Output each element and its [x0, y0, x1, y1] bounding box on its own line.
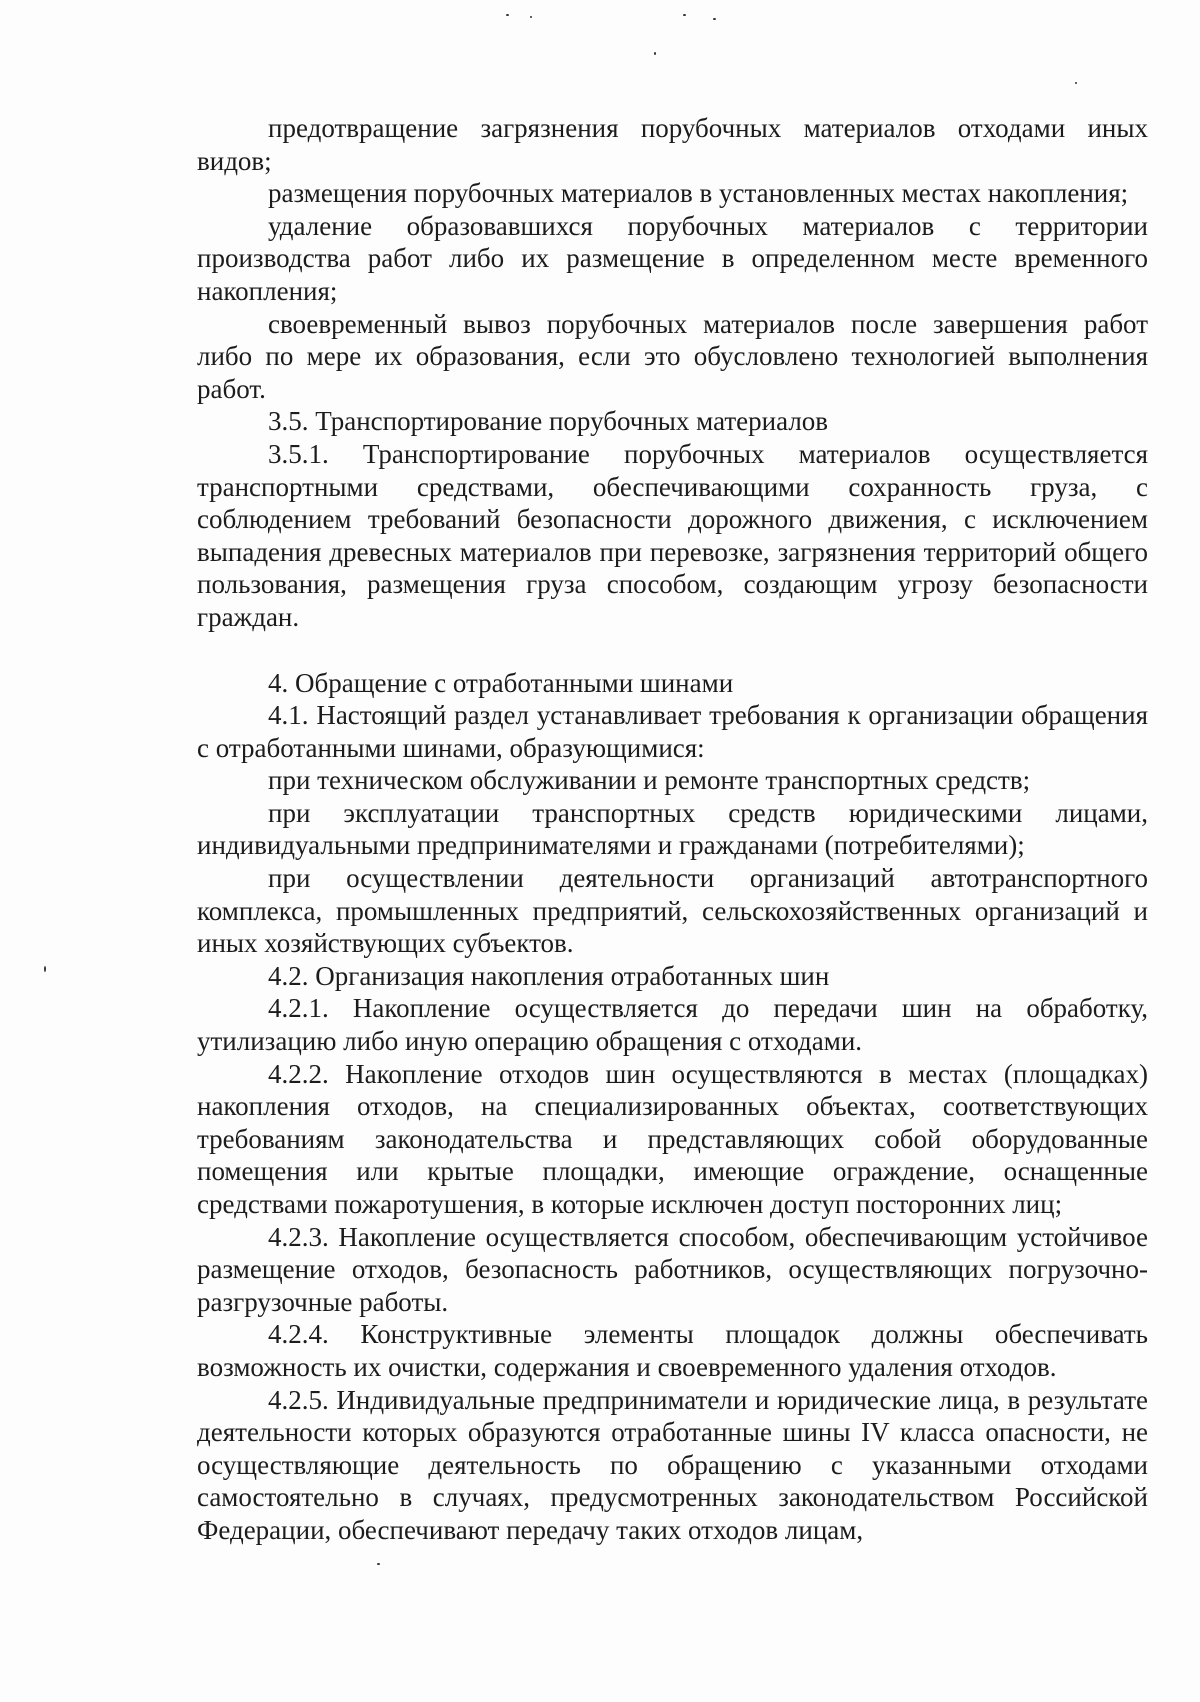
- body-paragraph: 4.2.5. Индивидуальные предприниматели и юридические лица, в результате деятельности которых образуются отработанные шины IV класса опасности, не осуществляющие деятельность по обращению с указанными отходами самостоятельно в случаях, предусмотренных законодательством Российской Федерации, обеспечивают передачу таких отходов лицам,: [197, 1384, 1148, 1545]
- body-paragraph: предотвращение загрязнения порубочных материалов отходами иных видов;: [197, 113, 1148, 176]
- body-paragraph: при осуществлении деятельности организаций автотранспортного комплекса, промышленных предприятий, сельскохозяйственных организаций и иных хозяйствующих субъектов.: [197, 863, 1148, 959]
- body-paragraph: при техническом обслуживании и ремонте транспортных средств;: [268, 765, 1031, 796]
- body-paragraph: 4.2.2. Накопление отходов шин осуществляются в местах (площадках) накопления отходов, на специализированных объектах, соответствующих требованиям законодательства и представляющих собой оборудованные помещения или крытые площадки, имеющие ограждение, оснащенные средствами пожаротушения, в которые исключен доступ посторонних лиц;: [197, 1058, 1148, 1219]
- scan-speck: [683, 14, 686, 16]
- document-body: [197, 112, 1148, 1547]
- body-paragraph: удаление образовавшихся порубочных материалов с территории производства работ либо их размещение в определенном месте временного накопления;: [197, 210, 1148, 306]
- scan-speck: [44, 966, 46, 972]
- body-paragraph: 4.2.3. Накопление осуществляется способом, обеспечивающим устойчивое размещение отходов, безопасность работников, осуществляющих погрузочно-разгрузочные работы.: [197, 1221, 1148, 1317]
- scan-speck: [654, 52, 656, 55]
- scan-speck: [530, 16, 532, 18]
- section-heading: 3.5. Транспортирование порубочных материалов: [268, 406, 829, 437]
- scan-speck: [713, 18, 716, 20]
- body-paragraph: своевременный вывоз порубочных материалов после завершения работ либо по мере их образования, если это обусловлено технологией выполнения работ.: [197, 308, 1148, 404]
- scan-speck: [1075, 82, 1077, 84]
- body-paragraph: размещения порубочных материалов в установленных местах накопления;: [268, 178, 1129, 209]
- body-paragraph: 3.5.1. Транспортирование порубочных материалов осуществляется транспортными средствами, обеспечивающими сохранность груза, с соблюдением требований безопасности дорожного движения, с исключением выпадения древесных материалов при перевозке, загрязнения территорий общего пользования, размещения груза способом, создающим угрозу безопасности граждан.: [197, 438, 1148, 632]
- body-paragraph: 4.2.1. Накопление осуществляется до передачи шин на обработку, утилизацию либо иную операцию обращения с отходами.: [197, 993, 1148, 1057]
- body-paragraph: 4.2.4. Конструктивные элементы площадок должны обеспечивать возможность их очистки, содержания и своевременного удаления отходов.: [197, 1319, 1148, 1382]
- body-paragraph: при эксплуатации транспортных средств юридическими лицами, индивидуальными предпринимателями и гражданами (потребителями);: [197, 797, 1148, 861]
- scan-speck: [506, 14, 509, 16]
- body-paragraph: 4.1. Настоящий раздел устанавливает требования к организации обращения с отработанными шинами, образующимися:: [197, 700, 1148, 763]
- section-heading: 4.2. Организация накопления отработанных шин: [268, 960, 830, 991]
- section-heading: 4. Обращение с отработанными шинами: [268, 667, 734, 698]
- scan-speck: [377, 1563, 380, 1565]
